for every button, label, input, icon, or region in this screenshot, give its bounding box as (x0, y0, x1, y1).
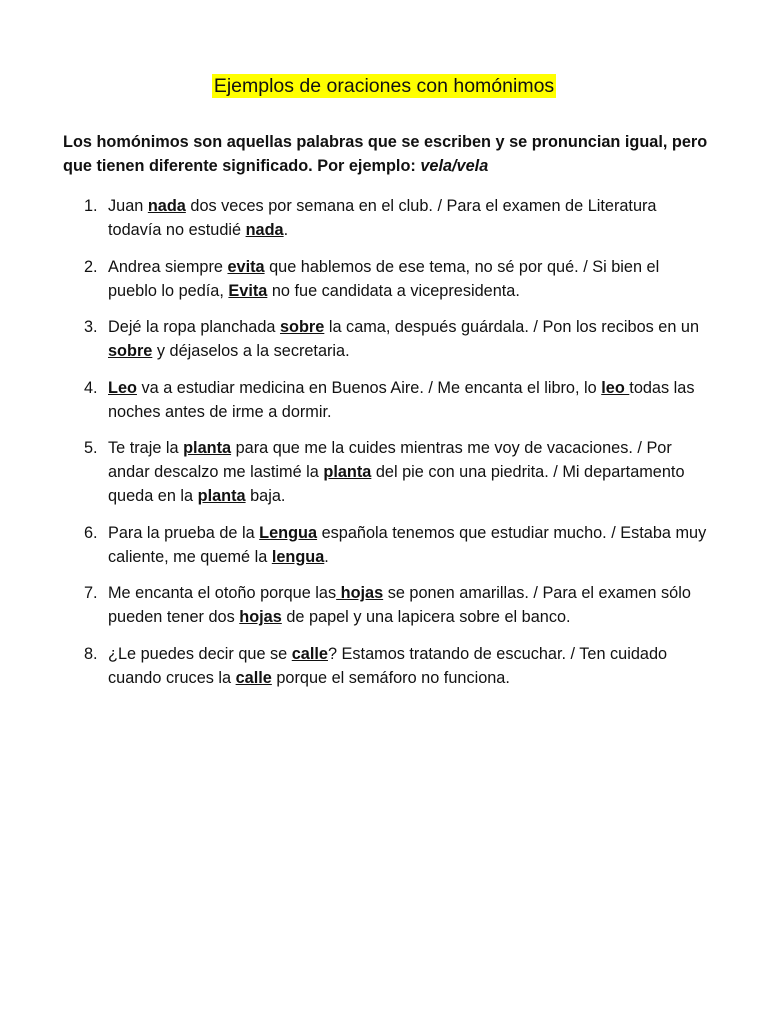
sentence-text: Te traje la (108, 439, 184, 457)
homonym-keyword: Evita (228, 281, 268, 300)
intro-text: Los homónimos son aquellas palabras que se escriben y se pronuncian igual, pero que tienen diferente significado. Por ejemplo: (63, 133, 708, 176)
list-number: 1. (84, 197, 98, 215)
homonym-keyword: sobre (279, 318, 325, 336)
sentence-text: . (324, 547, 329, 566)
list-item (0, 581, 708, 629)
list-item (0, 376, 708, 424)
homonym-keyword: nada (147, 197, 186, 215)
sentence-text: dos veces por semana en el club. / Para el examen de Literatura todavía no estudié (108, 197, 657, 239)
sentence-text: y déjaselos a la secretaria. (152, 342, 350, 360)
homonym-keyword: planta (183, 439, 232, 457)
list-item (0, 255, 708, 303)
sentence-text: Para la prueba de la (108, 523, 260, 542)
homonym-keyword: planta (197, 487, 246, 505)
homonym-keyword: nada (245, 221, 284, 239)
sentence-text: no fue candidata a vicepresidenta. (267, 281, 520, 300)
homonym-keyword: sobre (108, 342, 153, 360)
list-item (0, 315, 708, 363)
sentence-text: . (283, 221, 289, 239)
homonym-keyword: hojas (336, 584, 384, 602)
sentence-text: baja. (245, 487, 286, 505)
title-container (0, 74, 768, 98)
intro-paragraph (63, 130, 713, 178)
sentence-text: la cama, después guárdala. / Pon los recibos en un (324, 318, 700, 336)
sentence-text: que hablemos de ese tema, no sé por qué. / Si bien el pueblo lo pedía, (108, 257, 660, 300)
sentence-text: Andrea siempre (108, 257, 228, 276)
document-title: Ejemplos de oraciones con homónimos (213, 75, 555, 97)
list-number: 8. (84, 644, 98, 663)
homonym-keyword: calle (291, 644, 328, 663)
examples-list (0, 194, 768, 702)
list-number: 2. (84, 257, 98, 276)
list-item (0, 194, 708, 242)
sentence-text: se ponen amarillas. / Para el examen sólo pueden tener dos (108, 584, 691, 626)
list-number: 6. (84, 523, 98, 542)
homonym-keyword: hojas (239, 608, 282, 626)
sentence-text: del pie con una piedrita. / Mi departamento queda en la (108, 463, 685, 505)
sentence-text: Juan (108, 197, 148, 215)
sentence-text: Dejé la ropa planchada (108, 318, 280, 336)
list-item (0, 642, 708, 690)
list-number: 7. (84, 584, 98, 602)
list-item (0, 521, 708, 569)
homonym-keyword: evita (227, 257, 265, 276)
homonym-keyword: planta (323, 463, 372, 481)
sentence-text: va a estudiar medicina en Buenos Aire. / Me encanta el libro, lo (136, 378, 602, 397)
homonym-keyword: calle (235, 668, 272, 687)
sentence-text: ? Estamos tratando de escuchar. / Ten cuidado cuando cruces la (108, 644, 668, 687)
sentence-text: para que me la cuides mientras me voy de vacaciones. / Por andar descalzo me lastimé la (108, 439, 672, 481)
sentence-text: porque el semáforo no funciona. (271, 668, 510, 687)
sentence-text: de papel y una lapicera sobre el banco. (281, 608, 571, 626)
list-number: 4. (84, 378, 98, 397)
homonym-keyword: lengua (271, 547, 325, 566)
intro-example: vela/vela (420, 157, 489, 176)
sentence-text: española tenemos que estudiar mucho. / Estaba muy caliente, me quemé la (108, 523, 707, 566)
sentence-text: ¿Le puedes decir que se (108, 644, 292, 663)
homonym-keyword: Lengua (259, 523, 318, 542)
homonym-keyword: leo (601, 378, 630, 397)
sentence-text: Me encanta el otoño porque las (108, 584, 337, 602)
list-item (0, 436, 708, 508)
list-number: 5. (84, 439, 98, 457)
sentence-text: todas las noches antes de irme a dormir. (108, 378, 695, 421)
homonym-keyword: Leo (108, 378, 137, 397)
list-number: 3. (84, 318, 98, 336)
